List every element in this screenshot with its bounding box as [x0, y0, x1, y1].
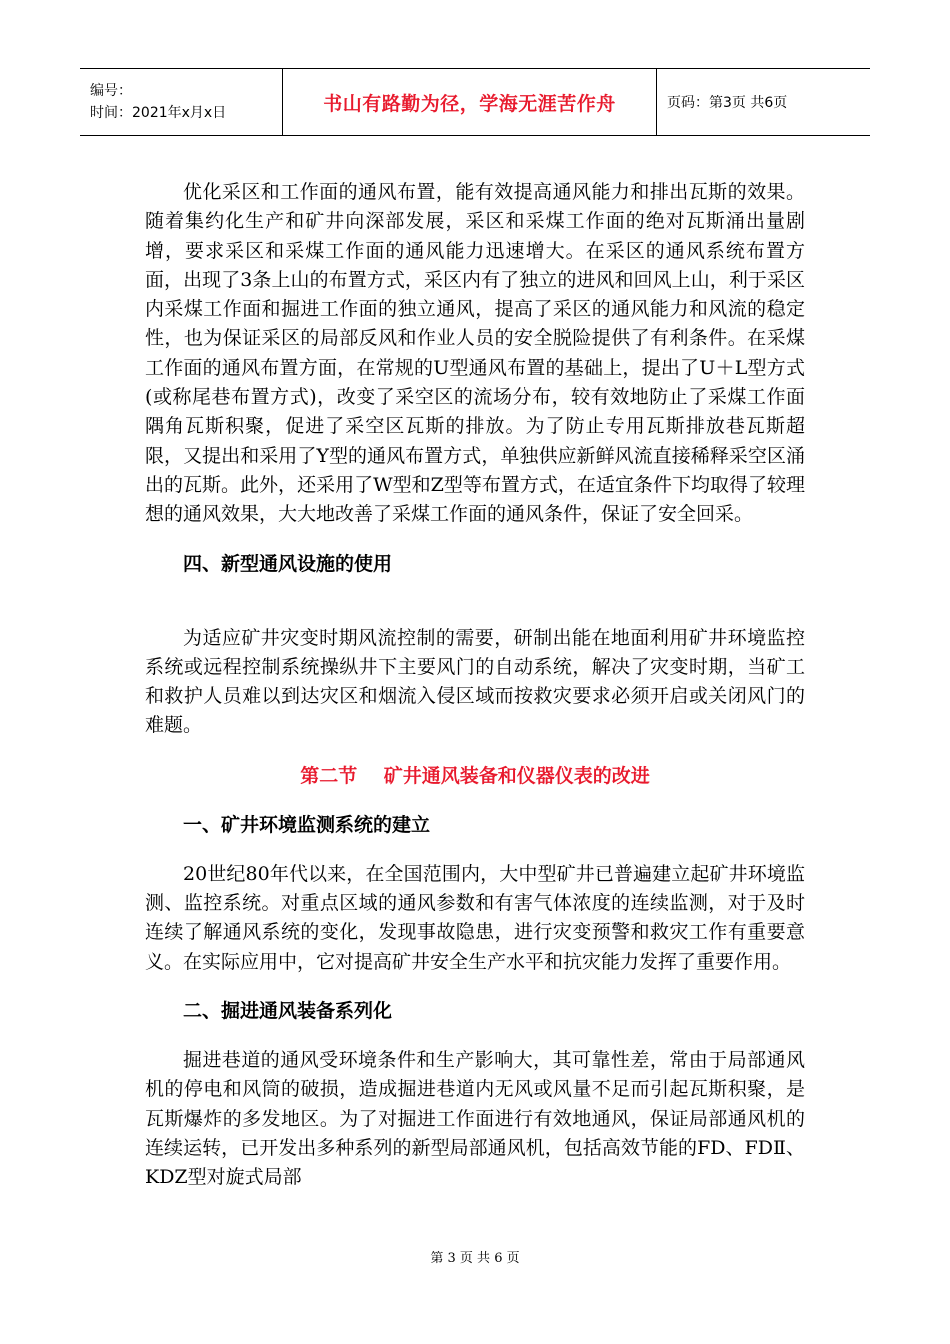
paragraph-monitoring: 20世纪80年代以来，在全国范围内，大中型矿井已普遍建立起矿井环境监测、监控系统。对重点区域的通风参数和有害气体浓度的连续监测，对于及时连续了解通风系统的变化，发现事故隐患，进行灾变预警和救灾工作有重要意义。在实际应用中，它对提高矿井安全生产水平和抗灾能力发挥了重要作用。 — [145, 862, 805, 973]
paragraph-ventilation-layout: 优化采区和工作面的通风布置，能有效提高通风能力和排出瓦斯的效果。随着集约化生产和矿井向深部发展，采区和采煤工作面的绝对瓦斯涌出量剧增，要求采区和采煤工作面的通风能力迅速增大。在采区的通风系统布置方面，出现了3条上山的布置方式，采区内有了独立的进风和回风上山，利于采区内采煤工作面和掘进工作面的独立通风，提高了采区的通风能力和风流的稳定性，也为保证采区的局部反风和作业人员的安全脱险提供了有利条件。在采煤工作面的通风布置方面，在常规的U型通风布置的基础上，提出了U＋L型方式(或称尾巷布置方式)，改变了采空区的流场分布，较有效地防止了采煤工作面隅角瓦斯积聚，促进了采空区瓦斯的排放。为了防止专用瓦斯排放巷瓦斯超限，又提出和采用了Y型的通风布置方式，单独供应新鲜风流直接稀释采空区涌出的瓦斯。此外，还采用了W型和Z型等布置方式，在适宜条件下均取得了较理想的通风效果，大大地改善了采煤工作面的通风条件，保证了安全回采。 — [145, 181, 805, 526]
section-heading-driving-ventilation: 二、掘进通风装备系列化 — [183, 999, 393, 1022]
page-footer: 第 3 页 共 6 页 — [430, 1251, 520, 1266]
header-motto-cell — [282, 69, 657, 135]
header-motto: 书山有路勤为径，学海无涯苦作舟 — [323, 92, 616, 115]
paragraph-driving-ventilation: 掘进巷道的通风受环境条件和生产影响大，其可靠性差，常由于局部通风机的停电和风筒的破损，造成掘进巷道内无风或风量不足而引起瓦斯积聚，是瓦斯爆炸的多发地区。为了对掘进工作面进行有效地通风，保证局部通风机的连续运转，已开发出多种系列的新型局部通风机，包括高效节能的FD、FDⅡ、KDZ型对旋式局部 — [145, 1048, 805, 1189]
document-body — [145, 178, 805, 1192]
section-heading-monitoring: 一、矿井环境监测系统的建立 — [183, 813, 431, 836]
document-time-label: 时间：2021年x月x日 — [90, 105, 227, 121]
header-page-cell — [657, 69, 870, 135]
paragraph-auto-doors: 为适应矿井灾变时期风流控制的需要，研制出能在地面利用矿井环境监控系统或远程控制系统操纵井下主要风门的自动系统，解决了灾变时期，当矿工和救护人员难以到达灾区和烟流入侵区域而按救灾要求必须开启或关闭风门的难题。 — [145, 626, 805, 737]
document-number-label: 编号： — [90, 83, 132, 99]
section-heading-new-facilities: 四、新型通风设施的使用 — [183, 552, 393, 575]
header-meta — [80, 69, 282, 135]
header-page-number: 页码：第3页 共6页 — [667, 95, 788, 111]
page-header — [80, 68, 870, 136]
chapter-heading: 第二节 矿井通风装备和仪器仪表的改进 — [300, 764, 650, 787]
